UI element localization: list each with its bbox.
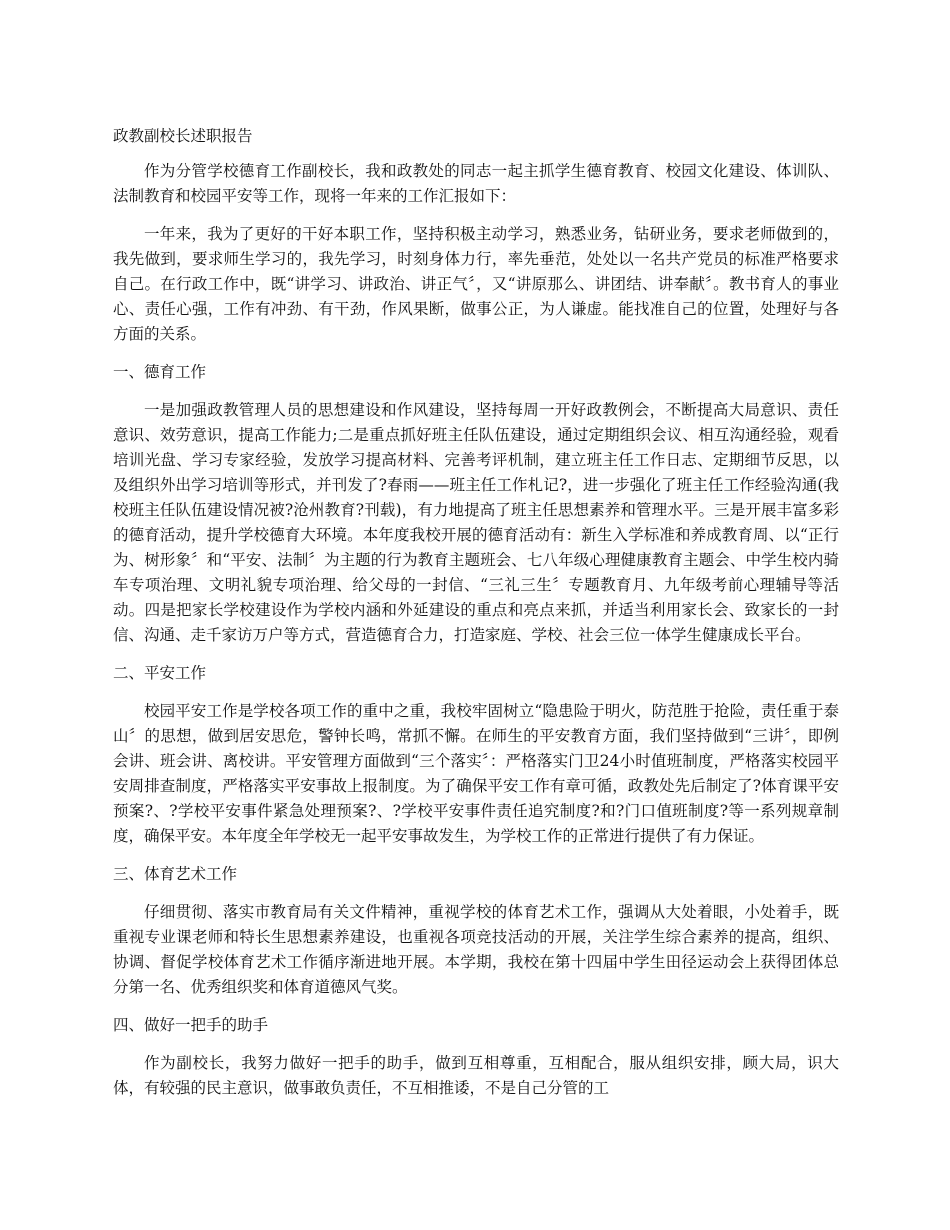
section-body-assistant: 作为副校长，我努力做好一把手的助手，做到互相尊重，互相配合，服从组织安排，顾大局，识大体，有较强的民主意识，做事敢负责任，不互相推诿，不是自己分管的工 [113,1054,839,1097]
section-body-sports-arts: 仔细贯彻、落实市教育局有关文件精神，重视学校的体育艺术工作，强调从大处着眼，小处着手，既重视专业课老师和特长生思想素养建设，也重视各项竞技活动的开展，关注学生综合素养的提高，组织、协调、督促学校体育艺术工作循序渐进地开展。本学期，我校在第十四届中学生田径运动会上获得团体总分第一名、优秀组织奖和体育道德风气奖。 [113,903,839,996]
section-body-moral-education: 一是加强政教管理人员的思想建设和作风建设，坚持每周一开好政教例会，不断提高大局意识、责任意识、效劳意识，提高工作能力;二是重点抓好班主任队伍建设，通过定期组织会议、相互沟通经验，观看培训光盘、学习专家经验，发放学习提高材料、完善考评机制，建立班主任工作日志、定期细节反思，以及组织外出学习培训等形式，并刊发了?春雨——班主任工作札记?，进一步强化了班主任工作经验沟通(我校班主任队伍建设情况被?沧州教育?刊载)，有力地提高了班主任思想素养和管理水平。三是开展丰富多彩的德育活动，提升学校德育大环境。本年度我校开展的德育活动有：新生入学标准和养成教育周、以“正行为、树形象〞和“平安、法制〞为主题的行为教育主题班会、七八年级心理健康教育主题会、中学生校内骑车专项治理、文明礼貌专项治理、给父母的一封信、“三礼三生〞专题教育月、九年级考前心理辅导等活动。四是把家长学校建设作为学校内涵和外延建设的重点和亮点来抓，并适当利用家长会、致家长的一封信、沟通、走千家访万户等方式，营造德育合力，打造家庭、学校、社会三位一体学生健康成长平台。 [113,401,839,644]
section-heading-safety: 二、平安工作 [113,664,207,682]
intro-paragraph: 作为分管学校德育工作副校长，我和政教处的同志一起主抓学生德育教育、校园文化建设、体训队、法制教育和校园平安等工作，现将一年来的工作汇报如下： [113,162,839,205]
section-heading-sports-arts: 三、体育艺术工作 [113,865,238,883]
section-body-safety: 校园平安工作是学校各项工作的重中之重，我校牢固树立“隐患险于明火，防范胜于抢险，责任重于泰山〞的思想，做到居安思危，警钟长鸣，常抓不懈。在师生的平安教育方面，我们坚持做到“三讲〞，即例会讲、班会讲、离校讲。平安管理方面做到“三个落实〞：严格落实门卫24小时值班制度，严格落实校园平安周排查制度，严格落实平安事故上报制度。为了确保平安工作有章可循，政教处先后制定了?体育课平安预案?、?学校平安事件紧急处理预案?、?学校平安事件责任追究制度?和?门口值班制度?等一系列规章制度，确保平安。本年度全年学校无一起平安事故发生，为学校工作的正常进行提供了有力保证。 [113,702,839,845]
section-heading-moral-education: 一、德育工作 [113,363,207,381]
document-page [113,124,839,1114]
section-heading-assistant: 四、做好一把手的助手 [113,1016,269,1034]
self-summary-paragraph: 一年来，我为了更好的干好本职工作，坚持积极主动学习，熟悉业务，钻研业务，要求老师做到的，我先做到，要求师生学习的，我先学习，时刻身体力行，率先垂范，处处以一名共产党员的标准严格要求自己。在行政工作中，既“讲学习、讲政治、讲正气〞，又“讲原那么、讲团结、讲奉献〞。教书育人的事业心、责任心强，工作有冲劲、有干劲，作风果断，做事公正，为人谦虚。能找准自己的位置，处理好与各方面的关系。 [113,225,839,343]
document-title: 政教副校长述职报告 [113,127,253,145]
